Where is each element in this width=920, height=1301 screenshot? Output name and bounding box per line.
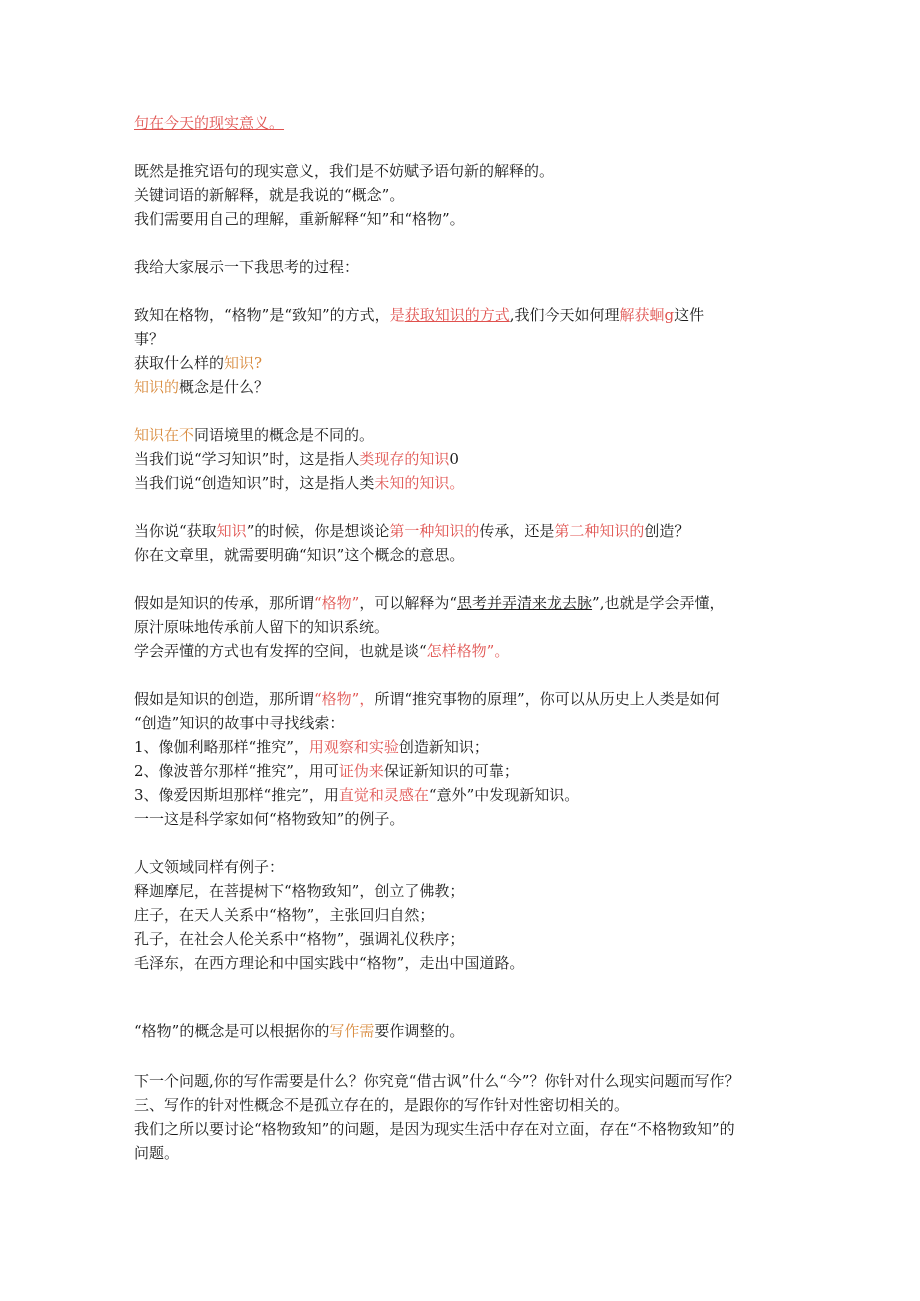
text-line bbox=[134, 688, 720, 710]
text-line bbox=[134, 376, 269, 398]
text-line bbox=[134, 592, 724, 614]
text-span: 概念是什么？ bbox=[179, 378, 270, 396]
text-span: 知识在不 bbox=[134, 426, 195, 444]
text-line: 庄子，在天人关系中“格物”，主张回归自然； bbox=[134, 906, 435, 924]
text-span: 保证新知识的可靠； bbox=[383, 762, 519, 780]
text-span: 知识的 bbox=[134, 378, 180, 396]
highlight-underline: 思考并弄清来龙去脉 bbox=[457, 594, 593, 612]
text-span: 第一种知识的 bbox=[389, 522, 480, 540]
text-line: 既然是推究语句的现实意义，我们是不妨赋予语句新的解释的。 bbox=[134, 162, 555, 180]
text-line: 问题。 bbox=[134, 1144, 180, 1162]
text-line bbox=[134, 1020, 464, 1042]
text-line bbox=[134, 448, 459, 470]
text-span: 知识? bbox=[224, 354, 263, 372]
text-span: 解获蛔g bbox=[619, 306, 675, 324]
text-line bbox=[134, 640, 509, 662]
text-line: 孔子，在社会人伦关系中“格物”，强调礼仪秩序； bbox=[134, 930, 465, 948]
text-span: ,我们今天如何理 bbox=[509, 306, 620, 324]
text-span: 假如是知识的传承，那所谓 bbox=[134, 594, 315, 612]
text-span: 要作调整的。 bbox=[374, 1022, 465, 1040]
text-span: 当你说“获取 bbox=[134, 522, 217, 540]
text-span: 2、像波普尔那样“推究”，用可 bbox=[134, 762, 339, 780]
text-span: 学会弄懂的方式也有发挥的空间，也就是谈“ bbox=[134, 642, 427, 660]
text-line: 我们需要用自己的理解，重新解释“知”和“格物”。 bbox=[134, 210, 465, 228]
text-line: 三、写作的针对性概念不是孤立存在的，是跟你的写作针对性密切相关的。 bbox=[134, 1096, 630, 1114]
text-span: ”的时候，你是想谈论 bbox=[246, 522, 390, 540]
text-line bbox=[134, 304, 704, 326]
text-span: 致知在格物，“格物”是“致知”的方式， bbox=[134, 306, 390, 324]
text-span: 证伪来 bbox=[338, 762, 384, 780]
text-span: 写作需 bbox=[329, 1022, 375, 1040]
text-span: 当我们说“创造知识”时，这是指人类 bbox=[134, 474, 375, 492]
highlight-underline: 获取知识的方式 bbox=[404, 306, 510, 324]
text-line: 我们之所以要讨论“格物致知”的问题，是因为现实生活中存在对立面，存在“不格物致知”的 bbox=[134, 1120, 735, 1138]
text-span: “格物” bbox=[314, 594, 360, 612]
text-line: 人文领域同样有例子： bbox=[134, 858, 285, 876]
text-line bbox=[134, 784, 579, 806]
text-span: 直觉和灵感在 bbox=[338, 786, 429, 804]
text-line: 句在今天的现实意义。 bbox=[134, 114, 285, 132]
text-line bbox=[134, 424, 374, 446]
text-line bbox=[134, 352, 262, 374]
text-span: 当我们说“学习知识”时，这是指人 bbox=[134, 450, 360, 468]
text-span: ”,也就是学会弄懂， bbox=[592, 594, 725, 612]
text-line: 毛泽东，在西方理论和中国实践中“格物”，走出中国道路。 bbox=[134, 954, 525, 972]
text-span: 同语境里的概念是不同的。 bbox=[194, 426, 375, 444]
text-line bbox=[134, 760, 519, 782]
text-span: 0 bbox=[449, 450, 459, 468]
text-span: “格物”， bbox=[314, 690, 375, 708]
text-span: 1、像伽利略那样“推究”， bbox=[134, 738, 309, 756]
text-span: 是 bbox=[389, 306, 405, 324]
text-line bbox=[134, 520, 689, 542]
text-span: 假如是知识的创造，那所谓 bbox=[134, 690, 315, 708]
text-span: 3、像爱因斯坦那样“推完”，用 bbox=[134, 786, 339, 804]
text-span: 怎样格物”。 bbox=[426, 642, 510, 660]
text-span: 所谓“推究事物的原理”，你可以从历史上人类是如何 bbox=[374, 690, 720, 708]
text-line: 原汁原味地传承前人留下的知识系统。 bbox=[134, 618, 390, 636]
text-span: 创造新知识； bbox=[398, 738, 489, 756]
text-line: 释迦摩尼，在菩提树下“格物致知”，创立了佛教； bbox=[134, 882, 465, 900]
text-span: “意外”中发现新知识。 bbox=[428, 786, 580, 804]
text-span: 知识 bbox=[216, 522, 247, 540]
text-span: 这件 bbox=[674, 306, 705, 324]
text-span: 未知的知识。 bbox=[374, 474, 465, 492]
text-line: 关键词语的新解释，就是我说的“概念”。 bbox=[134, 186, 405, 204]
text-span: “格物”的概念是可以根据你的 bbox=[134, 1022, 330, 1040]
text-span: 创造？ bbox=[644, 522, 690, 540]
text-span: 第二种知识的 bbox=[554, 522, 645, 540]
text-line: 下一个问题,你的写作需要是什么？你究竟“借古讽”什么“今”？你针对什么现实问题而写作？ bbox=[134, 1072, 740, 1090]
text-line: “创造”知识的故事中寻找线索： bbox=[134, 714, 345, 732]
text-line: 我给大家展示一下我思考的过程： bbox=[134, 258, 360, 276]
text-line: 事？ bbox=[134, 330, 165, 348]
text-span: 传承，还是 bbox=[479, 522, 555, 540]
text-line: 一一这是科学家如何“格物致知”的例子。 bbox=[134, 810, 405, 828]
text-span: 用观察和实验 bbox=[308, 738, 399, 756]
text-span: ，可以解释为“ bbox=[359, 594, 458, 612]
text-line bbox=[134, 736, 489, 758]
text-span: 获取什么样的 bbox=[134, 354, 225, 372]
text-line bbox=[134, 472, 464, 494]
text-span: 类现存的知识 bbox=[359, 450, 450, 468]
text-line: 你在文章里，就需要明确“知识”这个概念的意思。 bbox=[134, 546, 465, 564]
